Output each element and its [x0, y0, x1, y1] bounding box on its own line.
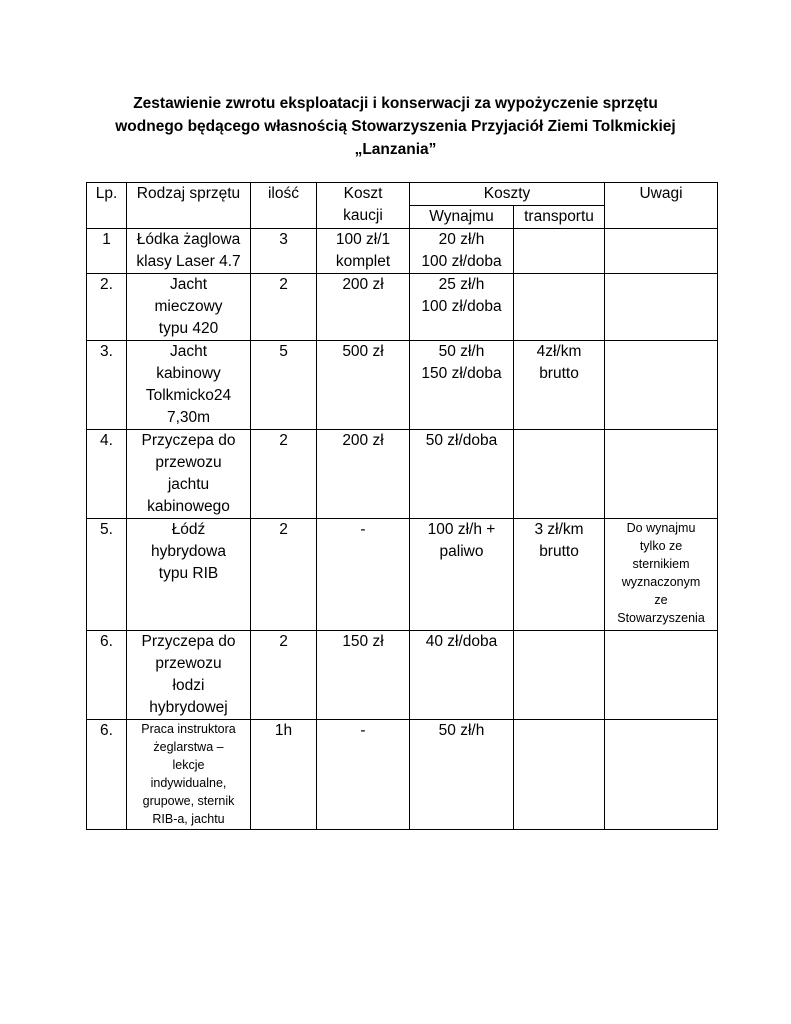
cell-rodzaj-line: Łódź [171, 521, 206, 538]
cell-transportu [514, 341, 605, 430]
cell-rodzaj [127, 274, 251, 341]
table-row [87, 274, 718, 341]
cell-wynajmu-line: 150 zł/doba [421, 365, 502, 382]
cell-wynajmu-line: 100 zł/h + [427, 521, 496, 538]
cell-kaucja-line: 150 zł [342, 633, 384, 650]
cell-kaucja-line: - [360, 722, 366, 739]
cell-uwagi-line: ze [654, 593, 668, 607]
cell-rodzaj-line: typu RIB [158, 565, 219, 582]
header-lp: Lp. [87, 183, 127, 229]
cell-rodzaj-line: Przyczepa do [141, 432, 236, 449]
cell-kaucja [317, 720, 410, 830]
cell-wynajmu [410, 430, 514, 519]
cell-lp: 6. [87, 720, 127, 830]
table-row [87, 229, 718, 274]
cell-ilosc: 2 [251, 430, 317, 519]
cell-rodzaj-line: jachtu [167, 476, 210, 493]
cell-rodzaj-line: klasy Laser 4.7 [136, 253, 241, 270]
cell-wynajmu [410, 229, 514, 274]
cell-kaucja [317, 274, 410, 341]
cell-ilosc: 2 [251, 519, 317, 631]
cell-ilosc: 2 [251, 631, 317, 720]
header-koszt-kaucji [317, 183, 410, 229]
cell-rodzaj-line: Łódka żaglowa [136, 231, 241, 248]
cell-wynajmu [410, 274, 514, 341]
cell-lp: 6. [87, 631, 127, 720]
header-uwagi: Uwagi [605, 183, 718, 229]
cell-wynajmu-line: 40 zł/doba [425, 633, 498, 650]
cell-rodzaj-line: Praca instruktora [141, 722, 236, 736]
cell-rodzaj-line: żeglarstwa – [153, 740, 224, 754]
cell-wynajmu [410, 720, 514, 830]
cell-rodzaj-line: mieczowy [154, 298, 223, 315]
cell-ilosc: 5 [251, 341, 317, 430]
cell-transportu [514, 229, 605, 274]
cell-kaucja-line: 200 zł [342, 276, 384, 293]
cell-rodzaj [127, 720, 251, 830]
cell-uwagi [605, 519, 718, 631]
cell-wynajmu-line: 20 zł/h [438, 231, 485, 248]
cell-rodzaj-line: hybrydowa [151, 543, 226, 560]
document-title [0, 92, 791, 161]
cell-wynajmu-line: 25 zł/h [438, 276, 485, 293]
cell-wynajmu [410, 519, 514, 631]
cell-rodzaj [127, 229, 251, 274]
cell-rodzaj-line: łodzi [172, 677, 205, 694]
cell-wynajmu-line: 100 zł/doba [421, 253, 502, 270]
cell-kaucja-line: 200 zł [342, 432, 384, 449]
cell-rodzaj [127, 341, 251, 430]
header-transportu: transportu [514, 206, 605, 229]
table-row [87, 430, 718, 519]
equipment-table [86, 182, 718, 830]
cell-rodzaj-line: RIB-a, jachtu [152, 812, 225, 826]
cell-transportu [514, 274, 605, 341]
cell-rodzaj-line: kabinowy [156, 365, 221, 382]
cell-wynajmu-line: paliwo [439, 543, 484, 560]
cell-kaucja [317, 430, 410, 519]
cell-uwagi-line: wyznaczonym [621, 575, 701, 589]
cell-lp: 1 [87, 229, 127, 274]
cell-uwagi-line: sternikiem [632, 557, 690, 571]
cell-transportu-line: brutto [539, 365, 579, 382]
cell-uwagi-line: Stowarzyszenia [617, 611, 705, 625]
cell-kaucja-line: 100 zł/1 [335, 231, 391, 248]
cell-lp: 3. [87, 341, 127, 430]
cell-kaucja [317, 519, 410, 631]
title-line-3: „Lanzania” [354, 141, 437, 158]
cell-kaucja-line: komplet [335, 253, 391, 270]
cell-ilosc: 1h [251, 720, 317, 830]
cell-rodzaj [127, 631, 251, 720]
cell-uwagi [605, 341, 718, 430]
cell-rodzaj-line: Tolkmicko24 [145, 387, 232, 404]
header-row [87, 183, 718, 206]
cell-kaucja-line: - [360, 521, 366, 538]
header-koszty: Koszty [410, 183, 605, 206]
cell-rodzaj [127, 519, 251, 631]
cell-transportu [514, 519, 605, 631]
header-rodzaj: Rodzaj sprzętu [127, 183, 251, 229]
cell-rodzaj-line: Przyczepa do [141, 633, 236, 650]
header-wynajmu: Wynajmu [410, 206, 514, 229]
cell-uwagi-line: Do wynajmu [626, 521, 696, 535]
cell-wynajmu-line: 50 zł/h [438, 343, 485, 360]
header-ilosc: ilość [251, 183, 317, 229]
cell-uwagi [605, 430, 718, 519]
cell-transportu [514, 430, 605, 519]
cell-uwagi-line: tylko ze [639, 539, 683, 553]
cell-rodzaj-line: indywidualne, [150, 776, 227, 790]
cell-rodzaj-line: typu 420 [158, 320, 219, 337]
cell-wynajmu-line: 100 zł/doba [421, 298, 502, 315]
cell-rodzaj-line: kabinowego [147, 498, 230, 515]
header-koszt-line2: kaucji [343, 207, 383, 224]
cell-transportu-line: brutto [539, 543, 579, 560]
cell-rodzaj-line: Jacht [169, 343, 208, 360]
cell-wynajmu-line: 50 zł/doba [425, 432, 498, 449]
cell-lp: 2. [87, 274, 127, 341]
cell-lp: 4. [87, 430, 127, 519]
cell-transportu-line: 4zł/km [536, 343, 582, 360]
cell-transportu [514, 631, 605, 720]
table-row [87, 341, 718, 430]
table-row [87, 720, 718, 830]
cell-rodzaj-line: hybrydowej [149, 699, 228, 716]
cell-kaucja-line: 500 zł [342, 343, 384, 360]
cell-ilosc: 3 [251, 229, 317, 274]
cell-rodzaj-line: Jacht [169, 276, 208, 293]
title-line-1: Zestawienie zwrotu eksploatacji i konserwacji za wypożyczenie sprzętu [133, 95, 658, 112]
cell-rodzaj-line: przewozu [155, 655, 222, 672]
cell-rodzaj [127, 430, 251, 519]
cell-lp: 5. [87, 519, 127, 631]
header-koszt-line1: Koszt [343, 185, 383, 202]
cell-ilosc: 2 [251, 274, 317, 341]
cell-uwagi [605, 274, 718, 341]
cell-rodzaj-line: lekcje [172, 758, 205, 772]
cell-transportu [514, 720, 605, 830]
cell-uwagi [605, 229, 718, 274]
cell-rodzaj-line: 7,30m [166, 409, 211, 426]
title-line-2: wodnego będącego własnością Stowarzyszenia Przyjaciół Ziemi Tolkmickiej [115, 118, 676, 135]
cell-wynajmu-line: 50 zł/h [438, 722, 485, 739]
cell-wynajmu [410, 341, 514, 430]
cell-kaucja [317, 229, 410, 274]
table-row [87, 631, 718, 720]
cell-wynajmu [410, 631, 514, 720]
cell-uwagi [605, 720, 718, 830]
cell-rodzaj-line: przewozu [155, 454, 222, 471]
cell-transportu-line: 3 zł/km [534, 521, 584, 538]
cell-kaucja [317, 631, 410, 720]
cell-uwagi [605, 631, 718, 720]
table-row [87, 519, 718, 631]
cell-rodzaj-line: grupowe, sternik [142, 794, 235, 808]
cell-kaucja [317, 341, 410, 430]
